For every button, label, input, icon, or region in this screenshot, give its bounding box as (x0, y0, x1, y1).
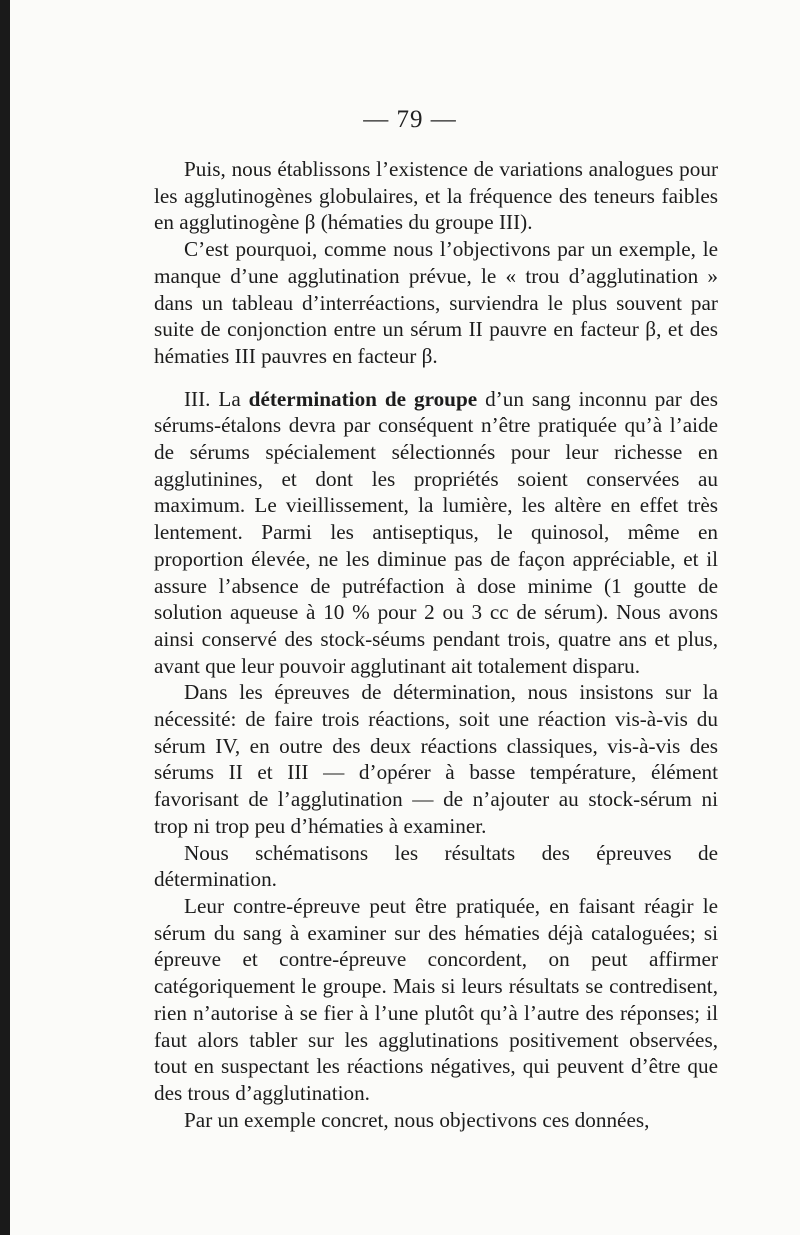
paragraph-1: Puis, nous établissons l’existence de variations analogues pour les agglutinogènes globulaires, et la fréquence des teneurs faibles en agglutinogène β (hématies du groupe III). (154, 157, 718, 235)
paragraph-2: C’est pourquoi, comme nous l’objectivons par un exemple, le manque d’une agglutination prévue, le « trou d’agglutination » dans un tableau d’interréactions, surviendra le plus souvent par suite de conjonction entre un sérum II pauvre en facteur β, et des hématies III pauvres en facteur β. (154, 237, 718, 368)
paragraph-3-lead: III. La (184, 386, 249, 411)
paragraph-5: Nous schématisons les résultats des épreuves de détermination. (154, 840, 718, 892)
page-number: — 79 — (363, 106, 457, 133)
paragraph-4: Dans les épreuves de détermination, nous insistons sur la nécessité: de faire trois réactions, soit une réaction vis-à-vis du sérum IV, en outre des deux réactions classiques, vis-à-vis des sérums II et III — d’opérer à basse température, élément favorisant de l’agglutination — de n’ajouter au stock-sérum ni trop ni trop peu d’hématies à examiner. (154, 680, 718, 838)
paragraph-7: Par un exemple concret, nous objectivons ces données, (184, 1107, 650, 1132)
paragraph-6: Leur contre-épreuve peut être pratiquée, en faisant réagir le sérum du sang à examiner sur des hématies déjà cataloguées; si épreuve et contre-épreuve concordent, on peut affirmer catégoriquement le groupe. Mais si leurs résultats se contredisent, rien n’autorise à se fier à l’une plutôt qu’à l’autre des réponses; il faut alors tabler sur les agglutinations positivement observées, tout en suspectant les réactions négatives, qui peuvent d’être que des trous d’agglutination. (154, 893, 718, 1105)
paragraph-3-rest: d’un sang inconnu par des sérums-étalons devra par conséquent n’être pratiquée qu’à l’aide de sérums spécialement sélectionnés pour leur richesse en agglutinines, et dont les propriétés soient conservées au maximum. Le vieillissement, la lumière, les altère en effet très lentement. Parmi les antiseptiqus, le quinosol, même en proportion élevée, ne les diminue pas de façon appréciable, et il assure l’absence de putréfaction à dose minime (1 goutte de solution aqueuse à 10 % pour 2 ou 3 cc de sérum). Nous avons ainsi conservé des stock-séums pendant trois, quatre ans et plus, avant que leur pouvoir agglutinant ait totalement disparu. (154, 386, 718, 678)
paragraph-3 (154, 386, 718, 680)
paragraph-3-bold-term: détermination de groupe (248, 386, 478, 411)
body-text (154, 156, 718, 1133)
